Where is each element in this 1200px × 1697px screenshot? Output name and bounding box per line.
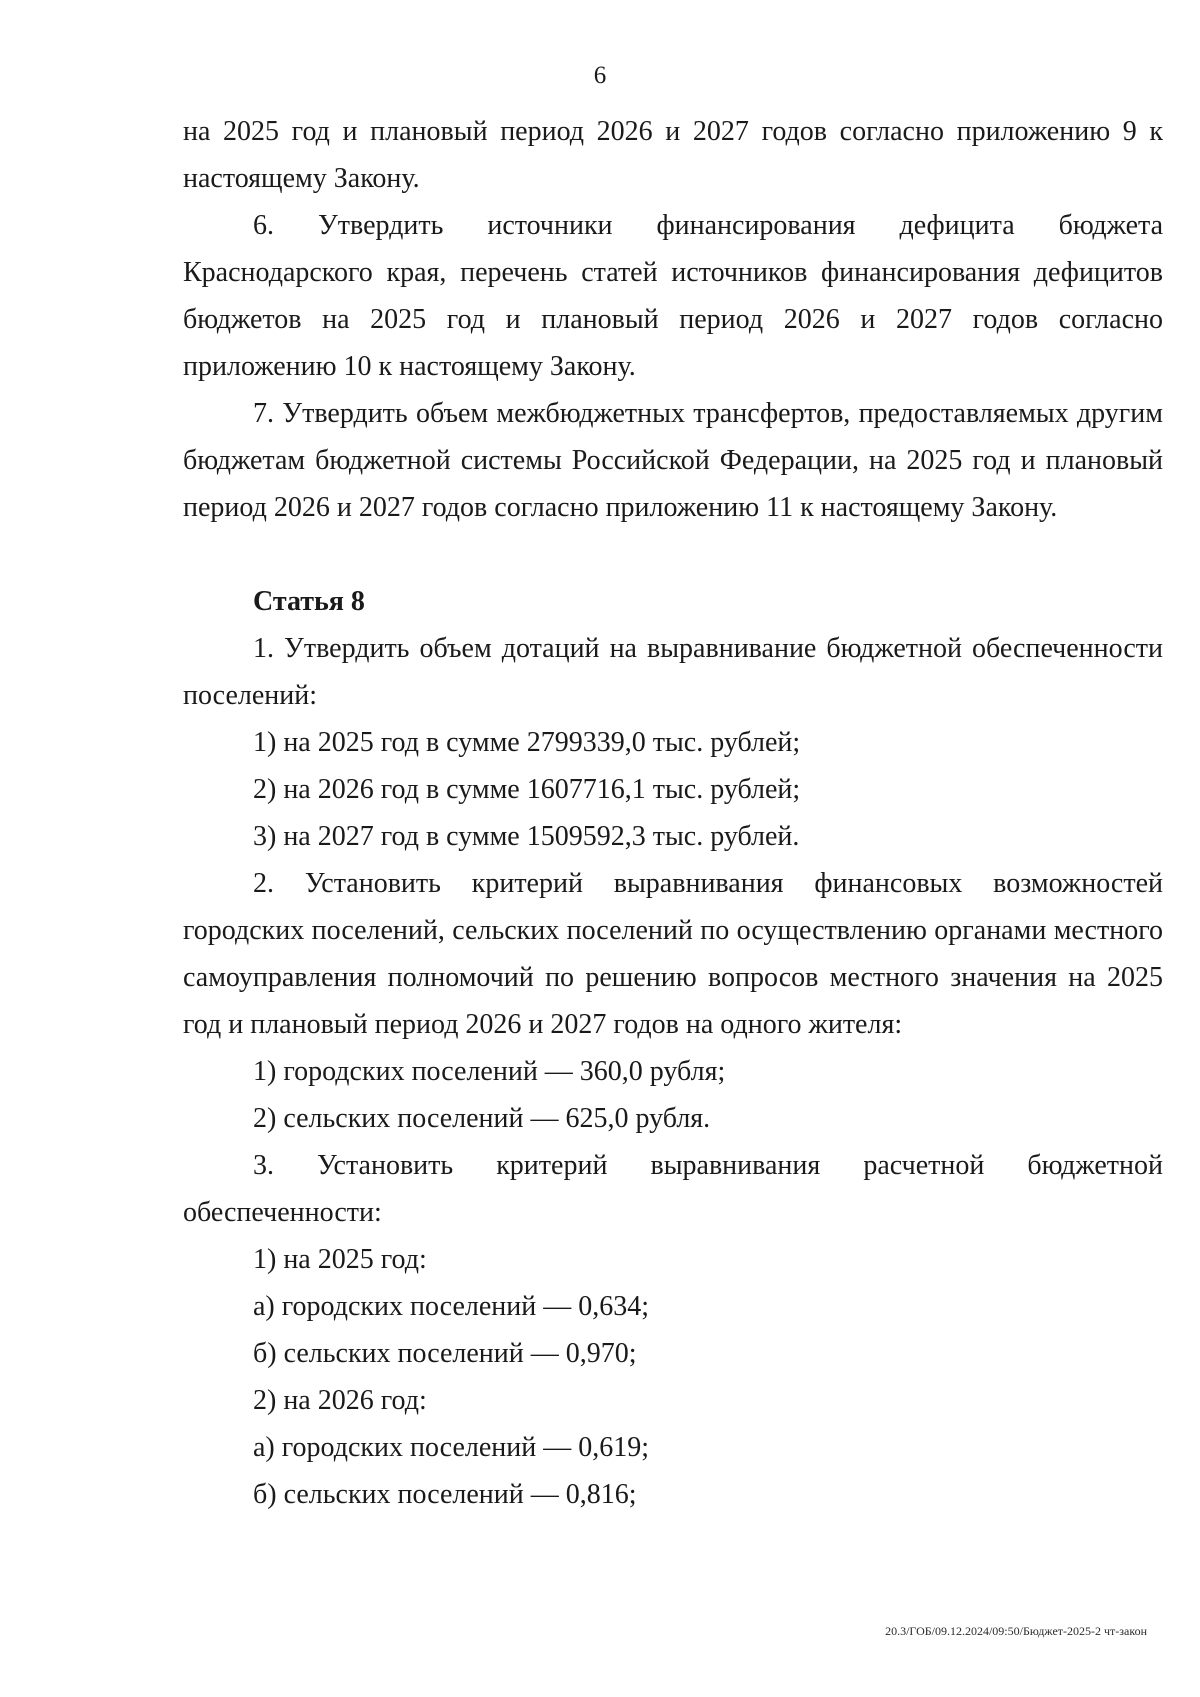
article-8-paragraph-2: 2. Установить критерий выравнивания финансовых возможностей городских поселений, сельских поселений по осуществлению органами местного самоуправления полномочий по решению вопросов местного значения на 2025 год и плановый период 2026 и 2027 годов на одного жителя: [183, 868, 1163, 1040]
list-item: а) городских поселений — 0,634; [253, 1291, 650, 1322]
page-number: 6 [593, 62, 607, 89]
document-footer-code: 20.3/ГОБ/09.12.2024/09:50/Бюджет-2025-2 чт-закон [885, 1624, 1147, 1638]
paragraph-continuation: на 2025 год и плановый период 2026 и 2027 годов согласно приложению 9 к настоящему Закону. [183, 116, 1163, 194]
article-8-paragraph-3: 3. Установить критерий выравнивания расчетной бюджетной обеспеченности: [183, 1150, 1163, 1228]
document-body [183, 108, 1163, 1518]
list-item: б) сельских поселений — 0,816; [253, 1479, 637, 1510]
list-item: 1) городских поселений — 360,0 рубля; [253, 1056, 726, 1087]
list-item: а) городских поселений — 0,619; [253, 1432, 650, 1463]
list-item: 2) на 2026 год в сумме 1607716,1 тыс. рублей; [253, 774, 801, 805]
article-8-paragraph-1: 1. Утвердить объем дотаций на выравнивание бюджетной обеспеченности поселений: [183, 633, 1163, 711]
list-item: 2) сельских поселений — 625,0 рубля. [253, 1103, 711, 1134]
list-item: 3) на 2027 год в сумме 1509592,3 тыс. рублей. [253, 821, 800, 852]
paragraph-7: 7. Утвердить объем межбюджетных трансфертов, предоставляемых другим бюджетам бюджетной системы Российской Федерации, на 2025 год и плановый период 2026 и 2027 годов согласно приложению 11 к настоящему Закону. [183, 398, 1163, 523]
paragraph-6: 6. Утвердить источники финансирования дефицита бюджета Краснодарского края, перечень статей источников финансирования дефицитов бюджетов на 2025 год и плановый период 2026 и 2027 годов согласно приложению 10 к настоящему Закону. [183, 210, 1163, 382]
list-item: б) сельских поселений — 0,970; [253, 1338, 637, 1369]
list-item: 2) на 2026 год: [253, 1385, 427, 1416]
article-heading: Статья 8 [253, 586, 365, 617]
list-item: 1) на 2025 год: [253, 1244, 427, 1275]
list-item: 1) на 2025 год в сумме 2799339,0 тыс. рублей; [253, 727, 801, 758]
